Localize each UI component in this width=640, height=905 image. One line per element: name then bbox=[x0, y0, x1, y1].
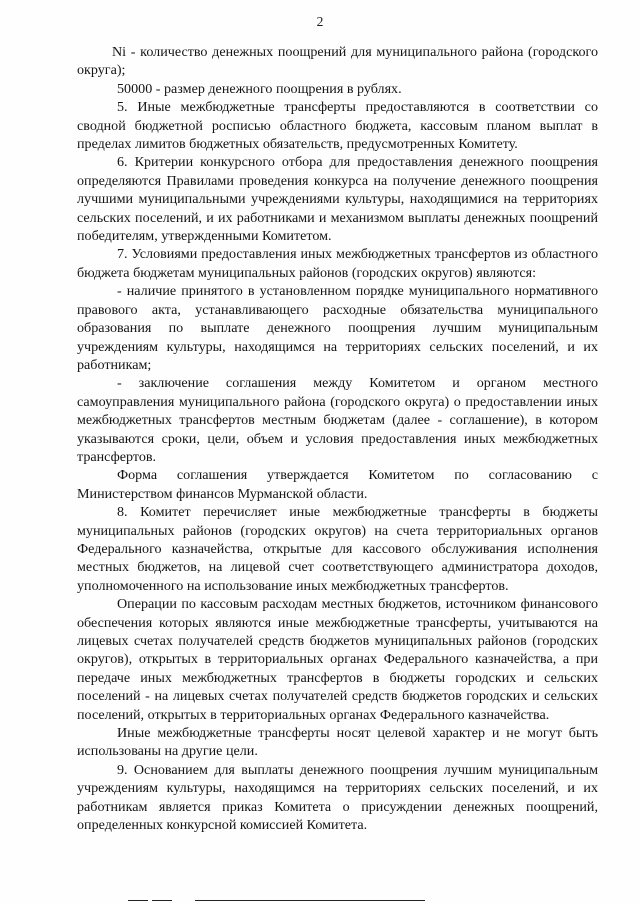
document-body bbox=[77, 43, 598, 834]
paragraph-item-8: 8. Комитет перечисляет иные межбюджетные трансферты в бюджеты муниципальных районов (городских округов) на счета территориальных органов Федерального казначейства, открытые для кассового обслуживания исполнения местных бюджетов, на лицевой счет соответствующего администратора доходов, уполномоченного на использование иных межбюджетных трансфертов. bbox=[77, 504, 598, 594]
footer-divider bbox=[195, 900, 425, 901]
footer-divider bbox=[152, 900, 172, 901]
paragraph-50000-definition: 50000 - размер денежного поощрения в рублях. bbox=[117, 80, 402, 97]
paragraph-item-5: 5. Иные межбюджетные трансферты предоставляются в соответствии со сводной бюджетной росписью областного бюджета, кассовым планом выплат в пределах лимитов бюджетных обязательств, предусмотренных Комитету. bbox=[77, 99, 598, 153]
footer-divider bbox=[128, 900, 148, 901]
paragraph-condition-1: - наличие принятого в установленном порядке муниципального нормативного правового акта, устанавливающего расходные обязательства муниципального образования по выплате денежного поощрения лучшим муниципальным учреждениям культуры, находящимся на территориях сельских поселений, и их работникам; bbox=[77, 283, 598, 373]
paragraph-agreement-form: Форма соглашения утверждается Комитетом по согласованию с Министерством финансов Мурманской области. bbox=[77, 467, 598, 502]
paragraph-item-6: 6. Критерии конкурсного отбора для предоставления денежного поощрения определяются Правилами проведения конкурса на получение денежного поощрения лучшими муниципальными учреждениями культуры, находящимися на территориях сельских поселений, и их работниками и механизмом выплаты денежных поощрений победителям, утвержденными Комитетом. bbox=[77, 154, 598, 245]
page-number: 2 bbox=[316, 14, 324, 29]
paragraph-ni-definition: Ni - количество денежных поощрений для муниципального района (городского округа); bbox=[77, 44, 598, 79]
paragraph-item-9: 9. Основанием для выплаты денежного поощрения лучшим муниципальным учреждениям культуры, находящимся на территориях сельских поселений, и их работникам является приказ Комитета о присуждении денежных поощрений, определенных конкурсной комиссией Комитета. bbox=[77, 761, 598, 834]
paragraph-item-7: 7. Условиями предоставления иных межбюджетных трансфертов из областного бюджета бюджетам муниципальных районов (городских округов) являются: bbox=[77, 246, 598, 281]
paragraph-condition-2: - заключение соглашения между Комитетом и органом местного самоуправления муниципального района (городского округа) о предоставлении иных межбюджетных трансфертов местным бюджетам (далее - соглашение), в котором указываются сроки, цели, объем и условия предоставления иных межбюджетных трансфертов. bbox=[77, 375, 598, 465]
paragraph-targeted-use: Иные межбюджетные трансферты носят целевой характер и не могут быть использованы на другие цели. bbox=[77, 725, 598, 760]
paragraph-cash-operations: Операции по кассовым расходам местных бюджетов, источником финансового обеспечения которых являются иные межбюджетные трансферты, учитываются на лицевых счетах получателей средств бюджетов муниципальных районов (городских округов), открытых в территориальных органах Федерального казначейства, а при передаче иных межбюджетных трансфертов в бюджеты городских и сельских поселений - на лицевых счетах получателей средств бюджетов городских и сельских поселений, открытых в территориальных органах Федерального казначейства. bbox=[77, 596, 598, 723]
